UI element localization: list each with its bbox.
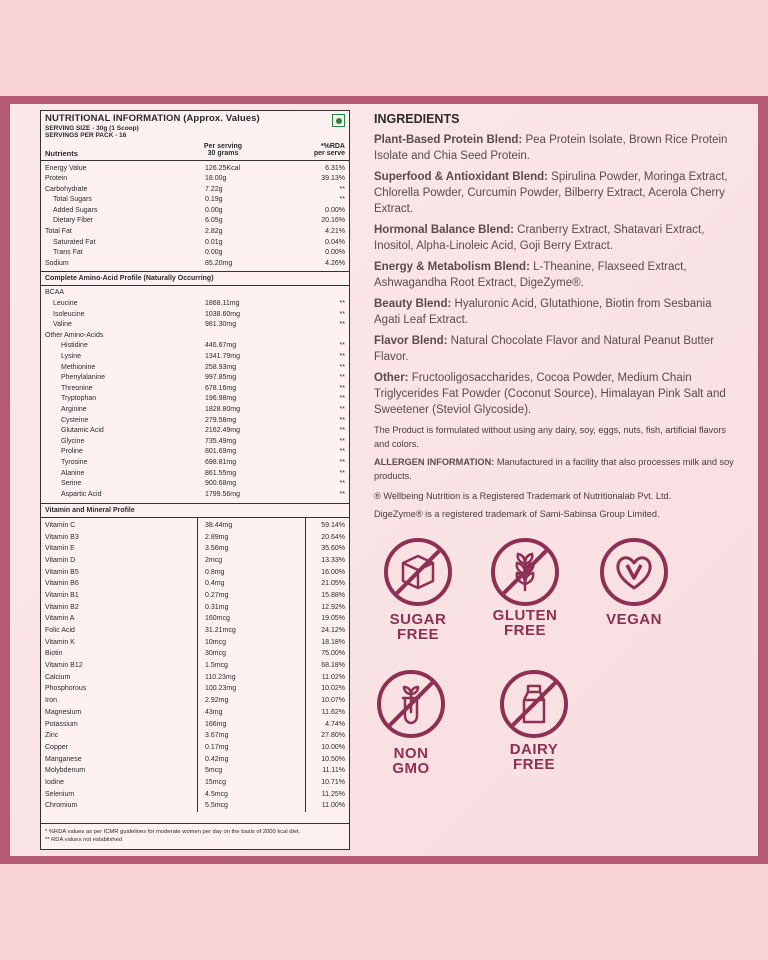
- table-row: [45, 468, 345, 479]
- nutrient-value: 735.49mg: [205, 437, 237, 445]
- nutrient-rda: **: [339, 405, 345, 413]
- badge-non-gmo: [361, 670, 461, 776]
- other-amino-label: Other Amino-Acids: [45, 331, 104, 339]
- nutrient-name: Zinc: [45, 732, 59, 740]
- nutrient-rda: **: [339, 321, 345, 329]
- nutrient-rda: 10.07%: [321, 697, 345, 705]
- nutrient-name: Vitamin K: [45, 638, 75, 646]
- table-row: [45, 195, 345, 206]
- nutrient-rda: 11.02%: [321, 673, 345, 681]
- nutrient-rda: 20.16%: [321, 217, 345, 225]
- nutrient-value: 1868.11mg: [205, 300, 240, 308]
- table-row: [45, 258, 345, 269]
- nutrient-name: Vitamin E: [45, 545, 75, 553]
- table-row: [41, 555, 349, 567]
- nutrient-name: Isoleucine: [53, 310, 85, 318]
- nutrient-rda: 0.00%: [325, 249, 345, 257]
- table-row: [41, 800, 349, 812]
- nutrient-value: 1799.56mg: [205, 490, 241, 498]
- nutrient-rda: 0.04%: [325, 238, 345, 246]
- nutrient-rda: 10.00%: [321, 743, 345, 751]
- table-row: [41, 719, 349, 731]
- nutrient-value: 258.93mg: [205, 363, 237, 371]
- nutrient-name: Histidine: [61, 342, 88, 350]
- badge-sugar-free: [368, 538, 468, 642]
- nutrient-rda: 4.21%: [325, 228, 345, 236]
- table-row: [45, 436, 345, 447]
- nutrient-rda: 4.74%: [325, 720, 345, 728]
- nutrient-name: Biotin: [45, 650, 63, 658]
- nutrient-value: 166mg: [205, 720, 227, 728]
- table-row: [45, 309, 345, 320]
- table-row: [41, 695, 349, 707]
- col-nutrients: Nutrients: [45, 148, 78, 158]
- nutrient-value: 997.85mg: [205, 374, 237, 382]
- nutrient-value: 3.67mg: [205, 732, 229, 740]
- nutrient-rda: **: [339, 469, 345, 477]
- trademark-wellbeing: ® Wellbeing Nutrition is a Registered Trademark of Nutritionalab Pvt. Ltd.: [374, 491, 672, 501]
- nutrient-value: 2.89mg: [205, 533, 229, 541]
- vegan-label: VEGAN: [606, 611, 662, 628]
- nutrient-value: 160mcg: [205, 615, 230, 623]
- nutrient-name: Saturated Fat: [53, 238, 96, 246]
- nutrient-rda: 10.71%: [321, 778, 345, 786]
- nutrient-name: Proline: [61, 448, 83, 456]
- table-row: [45, 184, 345, 195]
- nutrient-name: Added Sugars: [53, 206, 98, 214]
- nutrient-value: 0.42mg: [205, 755, 229, 763]
- nutrient-name: Arginine: [61, 405, 87, 413]
- ingredients-title: INGREDIENTS: [374, 112, 460, 126]
- table-row: [41, 613, 349, 625]
- nutrient-name: Protein: [45, 175, 68, 183]
- nutrient-value: 10mcg: [205, 638, 227, 646]
- table-row: [45, 447, 345, 458]
- nutrient-name: Phosphorous: [45, 685, 87, 693]
- nutrient-value: 0.01g: [205, 238, 223, 246]
- table-row: [45, 404, 345, 415]
- ingredient-blend: Superfood & Antioxidant Blend: Spirulina Powder, Moringa Extract, Chlorella Powder, Curcumin Powder, Bilberry Extract, Acerola Cherry Extract.: [374, 171, 728, 215]
- nutrient-value: 698.81mg: [205, 458, 237, 466]
- sugar-free-label: SUGAR FREE: [389, 611, 447, 643]
- nutrient-rda: **: [339, 480, 345, 488]
- ingredient-blend: Other: Fructooligosaccharides, Cocoa Powder, Medium Chain Triglycerides Fat Powder (Coconut Source), Himalayan Pink Salt and Sweetener (Steviol Glycoside).: [374, 372, 726, 416]
- nutrient-value: 0.8mg: [205, 568, 225, 576]
- table-row: [41, 543, 349, 555]
- nutrient-value: 900.68mg: [205, 480, 237, 488]
- milk-carton-icon: [500, 670, 568, 738]
- table-row: [45, 489, 345, 500]
- nutrient-rda: 10.50%: [321, 755, 345, 763]
- nutrient-name: Energy Value: [45, 164, 87, 172]
- nutrient-name: Serine: [61, 480, 82, 488]
- nutrient-rda: 24.12%: [321, 627, 345, 634]
- nutrition-header: [41, 111, 349, 161]
- ingredient-blend: Beauty Blend: Hyaluronic Acid, Glutathione, Biotin from Sesbania Agati Leaf Extract.: [374, 298, 712, 326]
- nutrient-rda: **: [339, 384, 345, 392]
- table-row: [45, 299, 345, 310]
- nutrient-rda: 75.00%: [321, 650, 345, 658]
- nutrient-rda: **: [339, 437, 345, 445]
- nutrient-rda: 39.13%: [321, 175, 345, 183]
- table-row: [41, 777, 349, 789]
- nutrient-rda: 15.88%: [321, 591, 345, 599]
- nutrient-rda: **: [339, 427, 345, 435]
- nutrient-name: Tyrosine: [61, 458, 88, 466]
- table-row: [45, 205, 345, 216]
- nutrient-rda: 59.14%: [321, 521, 345, 529]
- nutrient-rda: 35.60%: [321, 545, 345, 553]
- amino-rows: [41, 286, 349, 503]
- table-row: [41, 602, 349, 614]
- nutrient-value: 3.56mg: [205, 545, 229, 553]
- nutrient-value: 31.21mcg: [205, 627, 236, 634]
- nutrient-rda: 16.00%: [321, 568, 345, 576]
- nutrient-name: Phenylalanine: [61, 374, 105, 382]
- nutrient-value: 0.17mg: [205, 743, 229, 751]
- allergen-info: ALLERGEN INFORMATION: Manufactured in a facility that also processes milk and soy products.: [374, 457, 734, 481]
- nutrient-name: Potassium: [45, 720, 78, 728]
- nutrient-rda: 68.18%: [321, 662, 345, 670]
- nutrient-value: 446.67mg: [205, 342, 237, 350]
- table-row: [41, 660, 349, 672]
- nutrient-name: Iron: [45, 697, 58, 705]
- nutrient-value: 1828.80mg: [205, 405, 241, 413]
- nutrient-name: Manganese: [45, 755, 82, 763]
- gluten-free-label: GLUTEN FREE: [492, 607, 558, 639]
- table-row: [41, 742, 349, 754]
- nutrient-value: 0.00g: [205, 249, 223, 257]
- nutrient-rda: 18.18%: [321, 638, 345, 646]
- table-row: [45, 457, 345, 468]
- nutrition-footnotes: [41, 823, 349, 849]
- nutrient-name: Threonine: [61, 384, 93, 392]
- table-row: [41, 590, 349, 602]
- table-row: [45, 373, 345, 384]
- nutrient-value: 981.30mg: [205, 321, 237, 329]
- sugar-cube-icon: [384, 538, 452, 606]
- nutrient-name: Tryptophan: [61, 395, 97, 403]
- table-row: [45, 237, 345, 248]
- nutrient-rda: 21.05%: [321, 580, 345, 588]
- nutrient-rda: 11.00%: [321, 802, 345, 810]
- nutrient-name: Cysteine: [61, 416, 89, 424]
- col-rda: *%RDA per serve: [313, 143, 345, 157]
- badge-vegan: [584, 538, 684, 627]
- nutrient-value: 18.00g: [205, 175, 227, 183]
- nutrient-name: Selenium: [45, 790, 75, 798]
- dairy-free-label: DAIRY FREE: [509, 741, 559, 773]
- table-row: [45, 320, 345, 331]
- nutrient-rda: **: [339, 185, 345, 193]
- nutrient-name: Valine: [53, 321, 72, 329]
- table-row: [41, 789, 349, 801]
- nutrient-value: 38.44mg: [205, 521, 233, 529]
- nutrition-title: NUTRITIONAL INFORMATION (Approx. Values): [45, 113, 260, 124]
- table-row: [45, 383, 345, 394]
- table-row: [41, 730, 349, 742]
- col-per-serving: Per serving 30 grams: [203, 143, 243, 157]
- nutrient-name: Vitamin B6: [45, 580, 79, 588]
- table-row: [45, 216, 345, 227]
- table-row: [45, 227, 345, 238]
- amino-title: Complete Amino-Acid Profile (Naturally Occurring): [41, 271, 349, 286]
- servings-per-pack: SERVINGS PER PACK - 16: [45, 132, 127, 139]
- nutrient-value: 4.5mcg: [205, 790, 228, 798]
- badge-gluten-free: [475, 538, 575, 638]
- nutrient-value: 0.00g: [205, 206, 223, 214]
- nutrient-name: Glutamic Acid: [61, 427, 104, 435]
- table-row: [45, 163, 345, 174]
- ingredient-blend: Flavor Blend: Natural Chocolate Flavor and Natural Peanut Butter Flavor.: [374, 335, 715, 363]
- nutrient-name: Methionine: [61, 363, 96, 371]
- table-row: [45, 426, 345, 437]
- nutrient-name: Vitamin B12: [45, 662, 83, 670]
- non-gmo-label: NON GMO: [392, 745, 430, 777]
- test-tube-plant-icon: [377, 670, 445, 738]
- nutrient-value: 2.92mg: [205, 697, 229, 705]
- nutrient-value: 15mcg: [205, 778, 227, 786]
- table-row: [41, 532, 349, 544]
- nutrient-name: Vitamin B2: [45, 603, 79, 611]
- veg-mark-icon: [332, 114, 345, 127]
- table-row: [41, 765, 349, 777]
- nutrient-name: Sodium: [45, 259, 69, 267]
- nutrient-name: Aspartic Acid: [61, 490, 102, 498]
- table-row: [45, 479, 345, 490]
- serving-size: SERVING SIZE - 30g (1 Scoop): [45, 124, 139, 132]
- nutrient-rda: 12.92%: [321, 603, 345, 611]
- nutrient-value: 678.16mg: [205, 384, 237, 392]
- table-row: [45, 415, 345, 426]
- nutrient-value: 2.82g: [205, 228, 223, 236]
- nutrient-rda: **: [339, 374, 345, 382]
- vitamin-rows: [41, 518, 349, 812]
- nutrient-name: Molybdenum: [45, 767, 86, 775]
- vegan-heart-icon: [600, 538, 668, 606]
- table-row: [41, 672, 349, 684]
- nutrient-name: Dietary Fiber: [53, 217, 94, 225]
- table-row: [41, 637, 349, 649]
- nutrient-value: 6.05g: [205, 217, 223, 225]
- table-row: [41, 683, 349, 695]
- table-row: [41, 625, 349, 637]
- nutrient-name: Total Sugars: [53, 196, 92, 204]
- wheat-icon: [491, 538, 559, 606]
- nutrient-rda: 27.80%: [321, 732, 345, 740]
- table-row: [45, 248, 345, 259]
- nutrient-rda: **: [339, 353, 345, 360]
- ingredient-blend: Hormonal Balance Blend: Cranberry Extract, Shatavari Extract, Inositol, Alpha-Linoleic Acid, Goji Berry Extract.: [374, 224, 705, 252]
- table-row: [41, 520, 349, 532]
- nutrient-value: 5mcg: [205, 767, 223, 775]
- nutrient-rda: 11.25%: [321, 790, 345, 798]
- nutrient-rda: **: [339, 490, 345, 498]
- footnote-rda: * %RDA values as per ICMR guidelines for moderate women per day on the basis of 2000 kcal diet.: [45, 828, 301, 835]
- nutrient-rda: 19.05%: [321, 615, 345, 623]
- formulation-note: The Product is formulated without using any dairy, soy, eggs, nuts, fish, artificial flavors and colors.: [374, 425, 727, 449]
- nutrient-name: Trans Fat: [53, 249, 83, 257]
- nutrient-value: 30mcg: [205, 650, 227, 658]
- table-row: [45, 352, 345, 363]
- nutrient-value: 85.20mg: [205, 259, 233, 267]
- nutrient-value: 2162.49mg: [205, 427, 241, 435]
- table-row: [45, 394, 345, 405]
- nutrient-name: Carbohydrate: [45, 185, 88, 193]
- nutrient-rda: **: [339, 395, 345, 403]
- nutrient-value: 126.25Kcal: [205, 164, 241, 172]
- table-row: [41, 567, 349, 579]
- nutrient-rda: **: [339, 196, 345, 204]
- nutrient-value: 100.23mg: [205, 685, 237, 693]
- vitamin-title: Vitamin and Mineral Profile: [41, 503, 349, 518]
- nutrient-value: 0.19g: [205, 196, 223, 204]
- nutrient-value: 279.58mg: [205, 416, 237, 424]
- nutrient-rda: 13.33%: [321, 556, 345, 564]
- ingredient-blend: Energy & Metabolism Blend: L-Theanine, Flaxseed Extract, Ashwagandha Root Extract, DigeZyme®.: [374, 261, 687, 289]
- bcaa-label: BCAA: [45, 289, 65, 297]
- nutrient-name: Vitamin A: [45, 615, 75, 623]
- nutrient-name: Vitamin D: [45, 556, 76, 564]
- nutrient-name: Leucine: [53, 300, 78, 308]
- nutrient-name: Calcium: [45, 673, 71, 681]
- nutrient-value: 801.69mg: [205, 448, 237, 456]
- nutrient-value: 0.4mg: [205, 580, 225, 588]
- nutrient-name: Lysine: [61, 353, 81, 360]
- nutrient-name: Copper: [45, 743, 68, 751]
- nutrient-value: 1341.79mg: [205, 353, 241, 360]
- nutrient-name: Glycine: [61, 437, 85, 445]
- nutrient-rda: 4.26%: [325, 259, 345, 267]
- nutrient-value: 0.27mg: [205, 591, 229, 599]
- nutrient-value: 43mg: [205, 708, 223, 716]
- footnote-not-established: ** RDA values not established: [45, 837, 123, 844]
- table-row: [45, 341, 345, 352]
- ingredient-blend: Plant-Based Protein Blend: Pea Protein Isolate, Brown Rice Protein Isolate and Chia Seed Protein.: [374, 134, 728, 162]
- nutrient-value: 1.5mcg: [205, 662, 228, 670]
- nutrient-name: Total Fat: [45, 228, 72, 236]
- nutrient-rda: 20.64%: [321, 533, 345, 541]
- nutrient-value: 1038.60mg: [205, 310, 241, 318]
- table-row: [41, 754, 349, 766]
- nutrient-name: Alanine: [61, 469, 85, 477]
- nutrient-name: Vitamin B3: [45, 533, 79, 541]
- nutrient-value: 7.22g: [205, 185, 223, 193]
- nutrient-name: Iodine: [45, 778, 65, 786]
- nutrient-value: 110.23mg: [205, 673, 236, 681]
- nutrient-rda: **: [339, 448, 345, 456]
- nutrient-rda: 6.31%: [325, 164, 345, 172]
- nutrient-name: Vitamin C: [45, 521, 76, 529]
- table-row: [45, 174, 345, 185]
- table-row: [41, 578, 349, 590]
- nutrient-value: 0.31mg: [205, 603, 229, 611]
- nutrient-rda: **: [339, 300, 345, 308]
- nutrient-value: 861.55mg: [205, 469, 237, 477]
- nutrient-rda: 11.62%: [321, 708, 345, 716]
- nutrient-rda: **: [339, 416, 345, 424]
- nutrient-name: Vitamin B1: [45, 591, 79, 599]
- macro-rows: [41, 161, 349, 271]
- table-row: [45, 362, 345, 373]
- nutrient-name: Folic Acid: [45, 627, 75, 634]
- nutrient-rda: **: [339, 310, 345, 318]
- nutrient-value: 5.5mcg: [205, 802, 228, 810]
- table-row: [41, 707, 349, 719]
- nutrient-rda: 11.11%: [322, 767, 345, 775]
- nutrient-value: 2mcg: [205, 556, 223, 564]
- nutrient-rda: 0.00%: [325, 206, 345, 214]
- nutrient-value: 196.98mg: [205, 395, 237, 403]
- ingredients-section: [374, 112, 734, 525]
- nutrient-rda: **: [339, 363, 345, 371]
- badge-dairy-free: [484, 670, 584, 772]
- nutrient-name: Vitamin B5: [45, 568, 79, 576]
- nutrition-table: [40, 110, 350, 850]
- nutrient-name: Chromium: [45, 802, 78, 810]
- nutrient-rda: 10.02%: [321, 685, 345, 693]
- nutrient-name: Magnesium: [45, 708, 82, 716]
- trademark-digezyme: DigeZyme® is a registered trademark of Sami-Sabinsa Group Limited.: [374, 509, 660, 519]
- table-row: [41, 648, 349, 660]
- nutrient-rda: **: [339, 458, 345, 466]
- nutrient-rda: **: [339, 342, 345, 350]
